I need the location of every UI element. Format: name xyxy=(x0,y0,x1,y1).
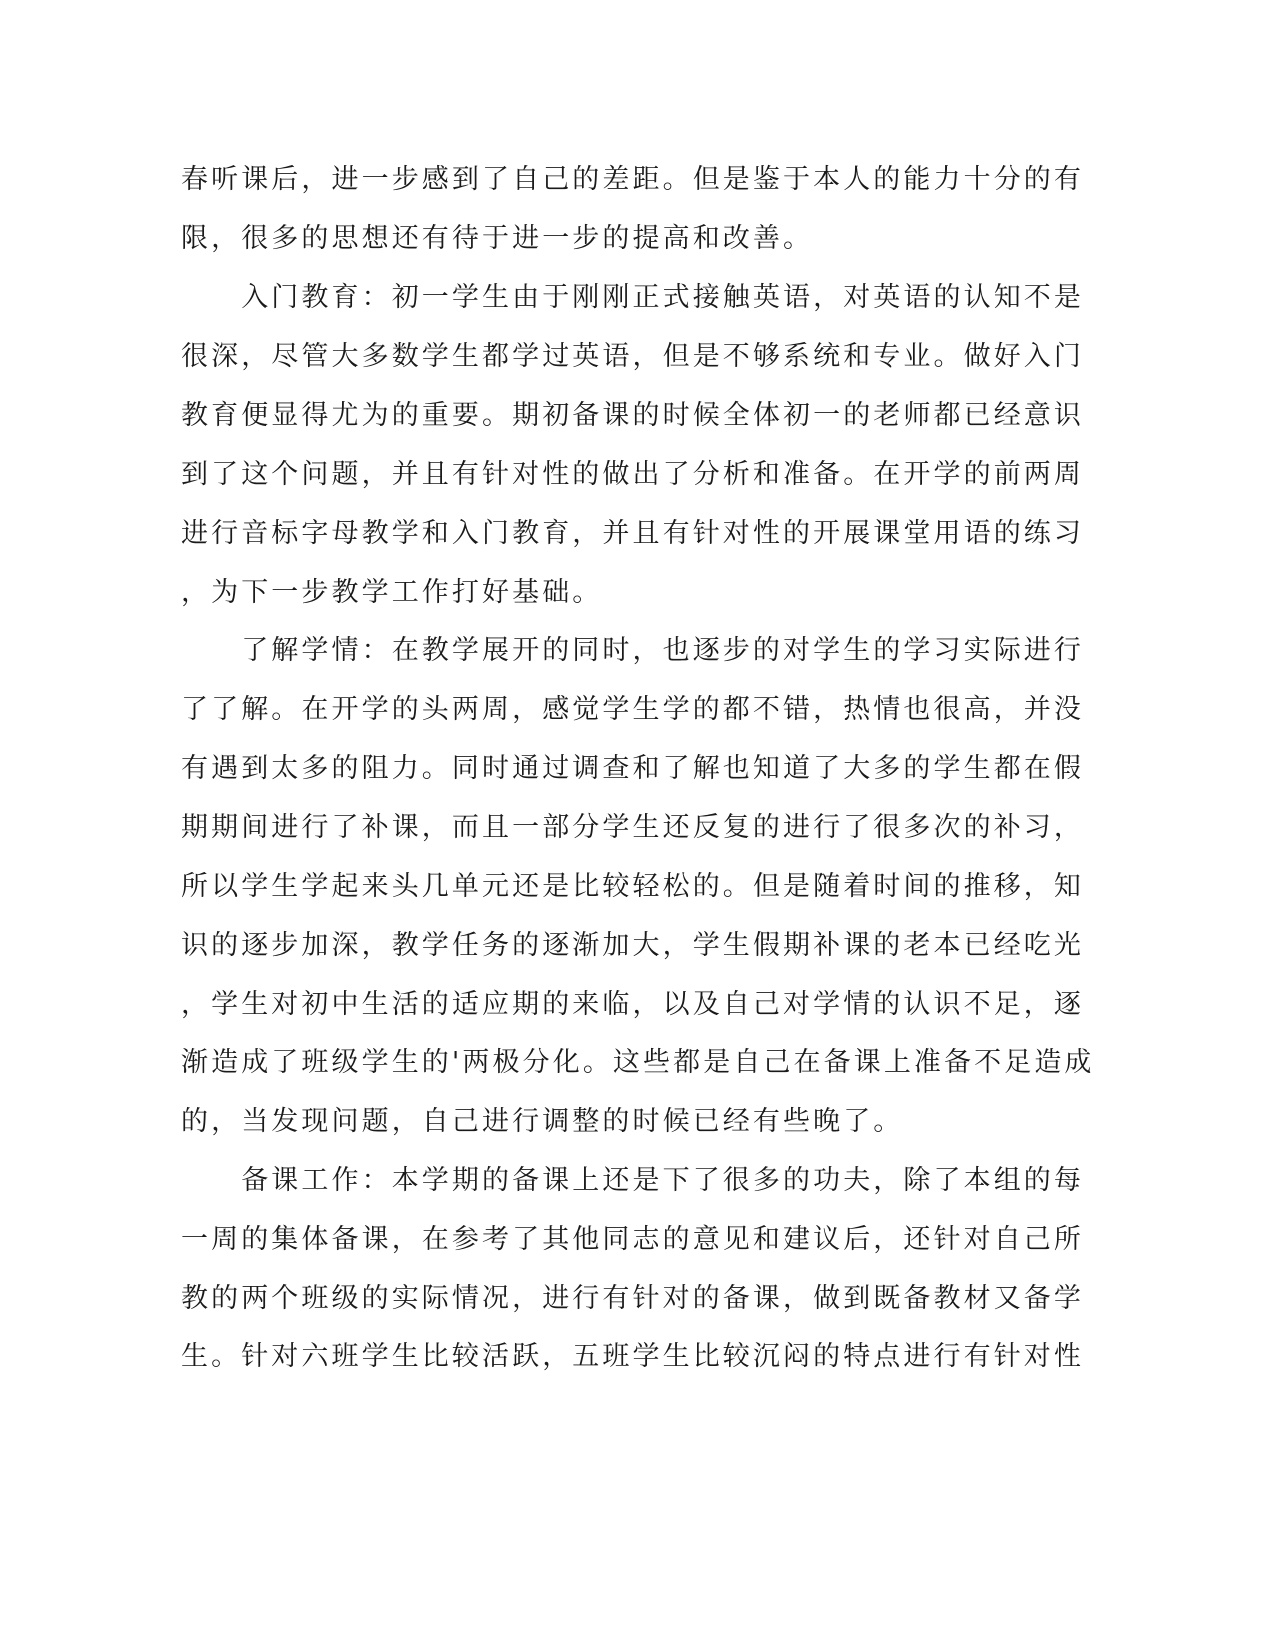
text-line: 有遇到太多的阻力。同时通过调查和了解也知道了大多的学生都在假 xyxy=(181,753,1084,784)
text-line: 限，很多的思想还有待于进一步的提高和改善。 xyxy=(181,223,814,254)
text-line: 一周的集体备课，在参考了其他同志的意见和建议后，还针对自己所 xyxy=(181,1224,1084,1255)
text-line: 教育便显得尤为的重要。期初备课的时候全体初一的老师都已经意识 xyxy=(181,400,1084,431)
text-line: 渐造成了班级学生的'两极分化。这些都是自己在备课上准备不足造成 xyxy=(181,1047,1095,1078)
text-line: 了了解。在开学的头两周，感觉学生学的都不错，热情也很高，并没 xyxy=(181,694,1084,725)
text-line: 入门教育：初一学生由于刚刚正式接触英语，对英语的认知不是 xyxy=(181,282,1084,313)
text-line: 识的逐步加深，教学任务的逐渐加大，学生假期补课的老本已经吃光 xyxy=(181,930,1084,961)
text-line: ，学生对初中生活的适应期的来临，以及自己对学情的认识不足，逐 xyxy=(181,989,1084,1020)
text-line: 很深，尽管大多数学生都学过英语，但是不够系统和专业。做好入门 xyxy=(181,341,1084,372)
text-line: ，为下一步教学工作打好基础。 xyxy=(181,577,603,608)
text-line: 生。针对六班学生比较活跃，五班学生比较沉闷的特点进行有针对性 xyxy=(181,1341,1084,1372)
text-line: 的，当发现问题，自己进行调整的时候已经有些晚了。 xyxy=(181,1106,904,1137)
text-line: 所以学生学起来头几单元还是比较轻松的。但是随着时间的推移，知 xyxy=(181,871,1084,902)
text-line: 期期间进行了补课，而且一部分学生还反复的进行了很多次的补习， xyxy=(181,812,1084,843)
text-line: 备课工作：本学期的备课上还是下了很多的功夫，除了本组的每 xyxy=(181,1165,1084,1196)
text-line: 进行音标字母教学和入门教育，并且有针对性的开展课堂用语的练习 xyxy=(181,518,1084,549)
text-line: 春听课后，进一步感到了自己的差距。但是鉴于本人的能力十分的有 xyxy=(181,164,1084,195)
text-line: 教的两个班级的实际情况，进行有针对的备课，做到既备教材又备学 xyxy=(181,1283,1084,1314)
text-line: 到了这个问题，并且有针对性的做出了分析和准备。在开学的前两周 xyxy=(181,459,1084,490)
text-line: 了解学情：在教学展开的同时，也逐步的对学生的学习实际进行 xyxy=(181,635,1084,666)
